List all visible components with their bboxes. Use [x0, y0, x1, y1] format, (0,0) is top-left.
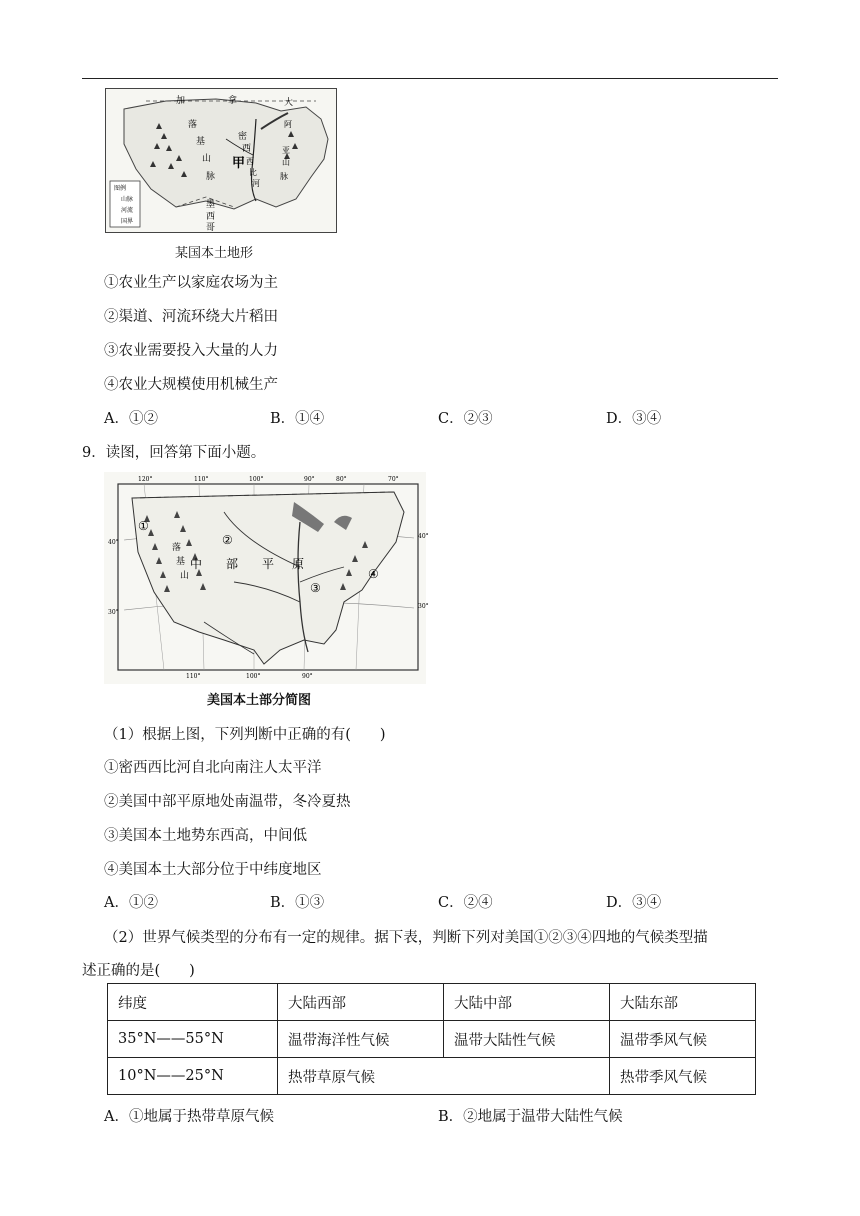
label-shan: 山 — [202, 154, 212, 164]
q9-sub1-option-d[interactable]: D．③④ — [606, 895, 662, 911]
legend-mountain: 山脉 — [121, 196, 134, 203]
rocky-1: 落 — [172, 543, 182, 553]
marker-3: ③ — [310, 581, 321, 595]
plain-2: 部 — [226, 557, 239, 571]
label-luo: 落 — [188, 120, 198, 130]
lon-70: 70° — [388, 476, 399, 483]
label-xi3: 西 — [206, 212, 216, 222]
cell-west-central-2: 热带草原气候 — [278, 1058, 610, 1095]
map-us-partial — [104, 472, 429, 684]
q8-item-1: ①农业生产以家庭农场为主 — [104, 275, 278, 291]
map-us-partial-drawing — [104, 472, 429, 684]
table-row — [108, 1058, 756, 1095]
cell-lat-range-1: 35°N——55°N — [108, 1021, 278, 1058]
label-ji: 基 — [196, 137, 206, 147]
q9-sub2-stem-line2: 述正确的是( ) — [82, 963, 195, 979]
header-central: 大陆中部 — [444, 984, 610, 1021]
q9-sub2-option-b[interactable]: B．②地属于温带大陆性气候 — [438, 1109, 623, 1125]
lon-110: 110° — [194, 476, 209, 483]
lon-bottom-90: 90° — [302, 673, 313, 680]
header-rule — [82, 78, 778, 79]
label-mi1: 密 — [238, 132, 248, 142]
q9-sub1-stem: （1）根据上图，下列判断中正确的有( ) — [104, 727, 386, 743]
lon-bottom-100: 100° — [246, 673, 261, 680]
rocky-3: 山 — [180, 571, 190, 581]
q8-item-3: ③农业需要投入大量的人力 — [104, 343, 278, 359]
q9-sub2-option-a[interactable]: A．①地属于热带草原气候 — [104, 1109, 274, 1125]
map-us-terrain-drawing — [106, 89, 336, 232]
label-mai: 脉 — [206, 172, 216, 182]
label-na: 拿 — [228, 96, 238, 106]
map1-caption: 某国本土地形 — [175, 246, 254, 261]
header-east: 大陆东部 — [610, 984, 756, 1021]
label-jia-point: 甲 — [232, 156, 246, 171]
cell-east-1: 温带季风气候 — [610, 1021, 756, 1058]
q8-item-2: ②渠道、河流环绕大片稻田 — [104, 309, 278, 325]
q8-option-c[interactable]: C．②③ — [438, 411, 493, 427]
q9-sub2-stem-line1: （2）世界气候类型的分布有一定的规律。据下表，判断下列对美国①②③④四地的气候类型描 — [104, 930, 708, 946]
marker-1: ① — [138, 519, 149, 533]
lat-30-right: 30° — [418, 603, 429, 610]
q8-item-4: ④农业大规模使用机械生产 — [104, 377, 278, 393]
cell-west-1: 温带海洋性气候 — [278, 1021, 444, 1058]
q9-sub1-item-3: ③美国本土地势东西高，中间低 — [104, 828, 307, 844]
q8-option-d[interactable]: D．③④ — [606, 411, 662, 427]
q9-stem: 9．读图，回答第下面小题。 — [82, 445, 266, 461]
legend-border: 国界 — [121, 218, 134, 225]
table-row — [108, 1021, 756, 1058]
lon-90: 90° — [304, 476, 315, 483]
label-da: 大 — [284, 98, 294, 108]
label-ge: 哥 — [206, 223, 216, 233]
label-xi1: 西 — [242, 144, 252, 154]
lat-40-right: 40° — [418, 533, 429, 540]
q8-option-b[interactable]: B．①④ — [270, 411, 325, 427]
q9-sub1-item-2: ②美国中部平原地处南温带，冬冷夏热 — [104, 794, 351, 810]
marker-2: ② — [222, 533, 233, 547]
label-mo: 墨 — [206, 200, 216, 210]
label-shan2: 山 — [282, 158, 290, 167]
plain-1: 中 — [190, 557, 203, 571]
lon-bottom-110: 110° — [186, 673, 201, 680]
plain-3: 平 — [262, 557, 275, 571]
cell-central-1: 温带大陆性气候 — [444, 1021, 610, 1058]
cell-lat-range-2: 10°N——25°N — [108, 1058, 278, 1095]
label-a: 阿 — [284, 120, 292, 129]
q9-sub1-option-a[interactable]: A．①② — [104, 895, 158, 911]
marker-4: ④ — [368, 567, 379, 581]
q8-option-a[interactable]: A．①② — [104, 411, 158, 427]
lon-100: 100° — [249, 476, 264, 483]
q9-sub1-item-4: ④美国本土大部分位于中纬度地区 — [104, 862, 322, 878]
cell-east-2: 热带季风气候 — [610, 1058, 756, 1095]
q9-sub1-option-b[interactable]: B．①③ — [270, 895, 325, 911]
header-latitude: 纬度 — [108, 984, 278, 1021]
climate-table — [107, 983, 756, 1095]
label-bi: 比 — [249, 168, 257, 177]
table-row — [108, 984, 756, 1021]
lat-30-left: 30° — [108, 609, 119, 616]
label-jia: 加 — [176, 96, 186, 106]
lon-120: 120° — [138, 476, 153, 483]
lat-40-left: 40° — [108, 539, 119, 546]
legend-river: 河流 — [121, 207, 134, 214]
lon-80: 80° — [336, 476, 347, 483]
map-us-terrain — [105, 88, 337, 233]
header-west: 大陆西部 — [278, 984, 444, 1021]
label-mai2: 脉 — [280, 172, 288, 181]
label-he: 河 — [252, 179, 260, 188]
label-xi2: 西 — [246, 157, 254, 166]
label-ya: 亚 — [282, 146, 290, 155]
rocky-2: 基 — [176, 557, 186, 567]
plain-4: 原 — [292, 557, 305, 571]
q9-sub1-option-c[interactable]: C．②④ — [438, 895, 493, 911]
legend-title: 图例 — [114, 185, 127, 192]
map2-caption: 美国本土部分简图 — [207, 693, 312, 708]
q9-sub1-item-1: ①密西西比河自北向南注人太平洋 — [104, 760, 322, 776]
